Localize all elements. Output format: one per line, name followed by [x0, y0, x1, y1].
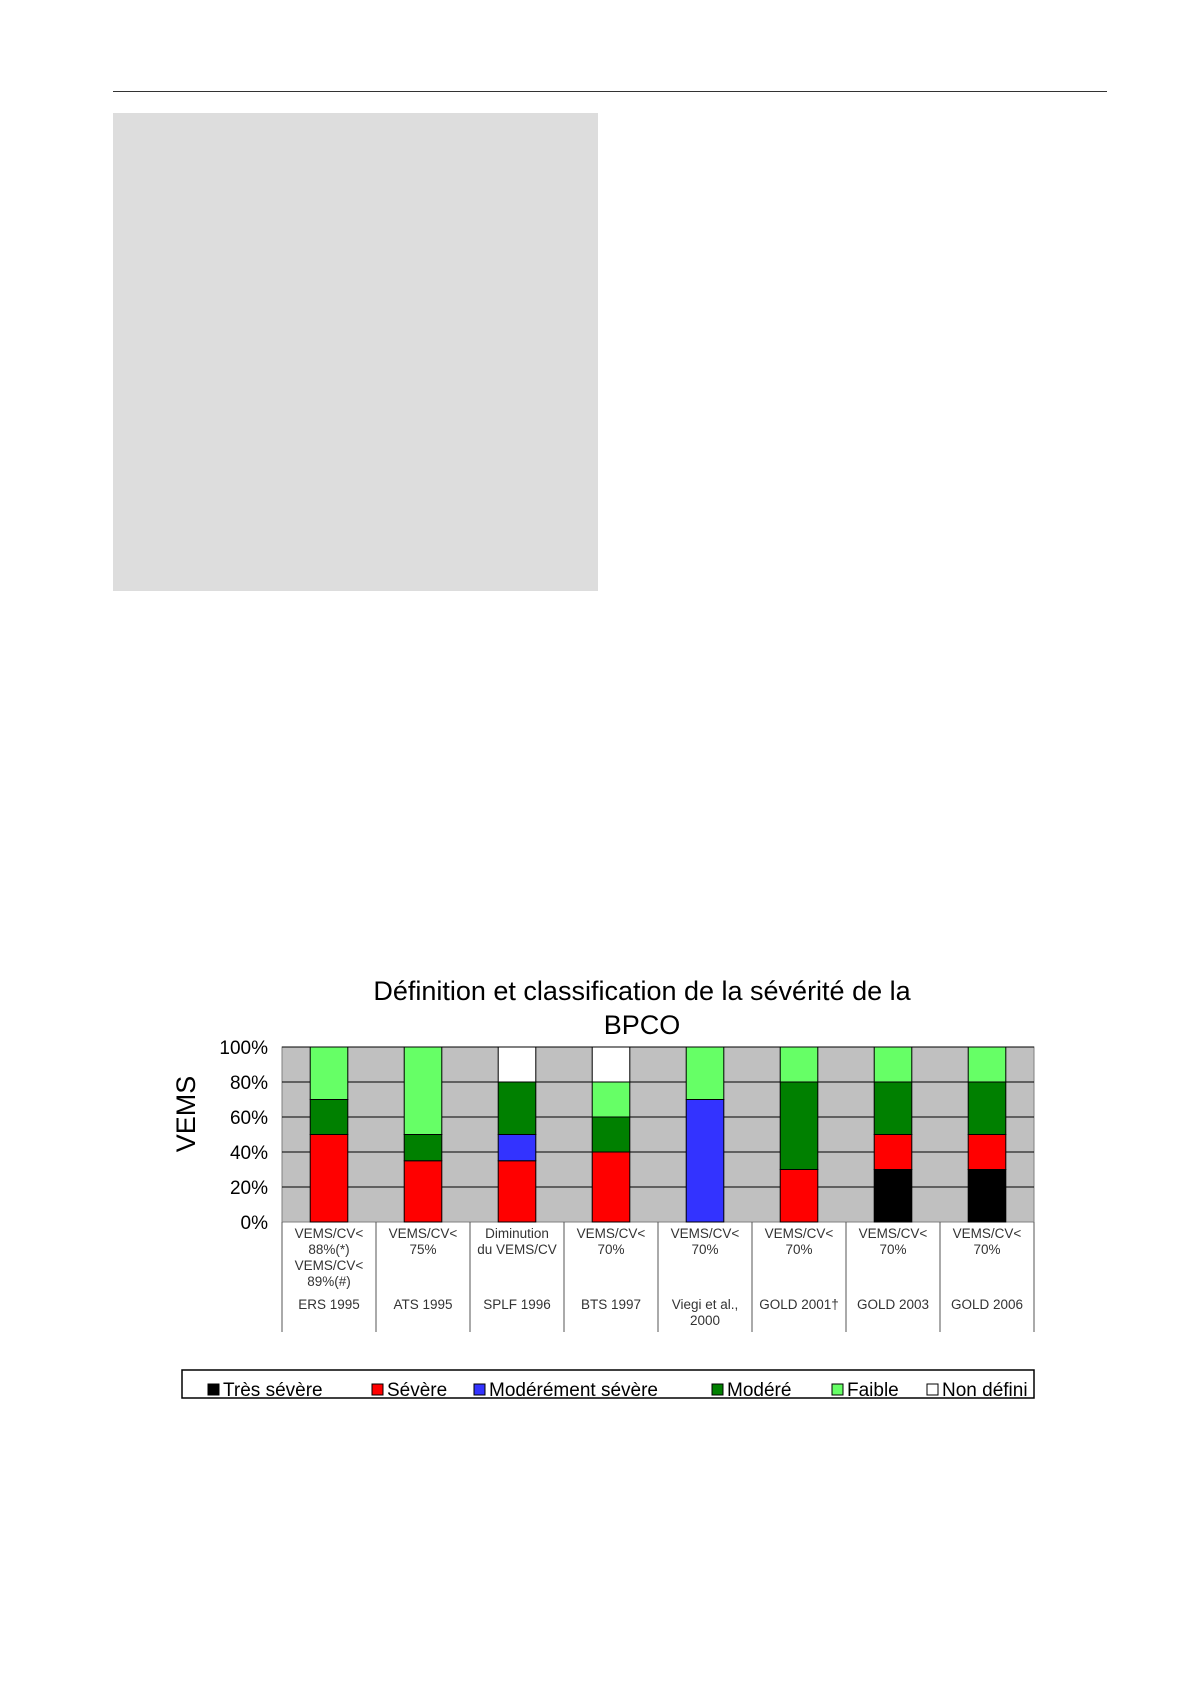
- bar-segment: [686, 1047, 724, 1100]
- category-criteria-label: 70%: [785, 1242, 813, 1257]
- bar-segment: [404, 1135, 442, 1161]
- bar-segment: [592, 1152, 630, 1222]
- category-source-label: GOLD 2001†: [759, 1297, 839, 1312]
- legend-swatch: [208, 1384, 219, 1395]
- category-source-label: 2000: [689, 1313, 721, 1328]
- bar-segment: [310, 1100, 348, 1135]
- category-source-label: ERS 1995: [298, 1297, 360, 1312]
- category-source-label: ATS 1995: [393, 1297, 453, 1312]
- legend-label: Modérément sévère: [489, 1380, 658, 1401]
- bar-segment: [310, 1047, 348, 1100]
- legend-swatch: [927, 1384, 938, 1395]
- y-tick-label: 100%: [219, 1038, 268, 1059]
- bar-segment: [780, 1082, 818, 1170]
- category-source-label: GOLD 2006: [950, 1297, 1024, 1312]
- bar-segment: [686, 1100, 724, 1223]
- bar-segment: [592, 1047, 630, 1082]
- bar-segment: [498, 1135, 536, 1161]
- bar-segment: [968, 1047, 1006, 1082]
- bar-segment: [592, 1082, 630, 1117]
- y-tick-label: 0%: [240, 1213, 268, 1234]
- plot-background: [282, 1047, 1034, 1222]
- category-criteria-label: VEMS/CV<: [670, 1226, 740, 1241]
- bar-segment: [968, 1170, 1006, 1223]
- bar-segment: [310, 1135, 348, 1223]
- placeholder-gray-box: [113, 113, 598, 591]
- bar-segment: [780, 1170, 818, 1223]
- bar-segment: [874, 1135, 912, 1170]
- bpco-severity-chart: [160, 960, 1060, 1410]
- plot-area: [219, 1038, 1034, 1332]
- category-criteria-label: VEMS/CV<: [952, 1226, 1022, 1241]
- category-criteria-label: Diminution: [485, 1226, 549, 1241]
- category-criteria-label: 89%(#): [307, 1274, 351, 1289]
- legend: [182, 1370, 1034, 1401]
- bar-segment: [968, 1135, 1006, 1170]
- category-source-label: BTS 1997: [580, 1297, 642, 1312]
- bar-segment: [592, 1117, 630, 1152]
- category-source-label: Viegi et al.,: [671, 1297, 739, 1312]
- category-criteria-label: 75%: [409, 1242, 437, 1257]
- legend-swatch: [832, 1384, 843, 1395]
- category-source-label: SPLF 1996: [483, 1297, 551, 1312]
- legend-label: Sévère: [387, 1380, 448, 1401]
- category-criteria-label: VEMS/CV<: [388, 1226, 458, 1241]
- legend-label: Très sévère: [223, 1380, 323, 1401]
- bar-segment: [404, 1047, 442, 1135]
- category-criteria-label: 70%: [973, 1242, 1001, 1257]
- category-criteria-label: VEMS/CV<: [294, 1258, 364, 1273]
- bar-segment: [780, 1047, 818, 1082]
- category-source-label: GOLD 2003: [856, 1297, 930, 1312]
- y-axis-label: VEMS: [171, 1075, 201, 1153]
- category-criteria-label: 70%: [879, 1242, 907, 1257]
- bar-segment: [968, 1082, 1006, 1135]
- bar-segment: [874, 1170, 912, 1223]
- y-tick-label: 20%: [229, 1178, 268, 1199]
- category-criteria-label: 88%(*): [308, 1242, 350, 1257]
- legend-label: Non défini: [942, 1380, 1028, 1401]
- legend-label: Modéré: [727, 1380, 792, 1401]
- bar-segment: [498, 1082, 536, 1135]
- chart-svg: [160, 960, 1060, 1410]
- legend-swatch: [372, 1384, 383, 1395]
- category-criteria-label: VEMS/CV<: [294, 1226, 364, 1241]
- legend-swatch: [474, 1384, 485, 1395]
- bar-segment: [404, 1161, 442, 1222]
- chart-title-line-1: Définition et classification de la sévérité de la: [373, 976, 911, 1006]
- category-criteria-label: 70%: [691, 1242, 719, 1257]
- header-rule: [113, 91, 1107, 92]
- category-criteria-label: VEMS/CV<: [764, 1226, 834, 1241]
- y-tick-label: 80%: [229, 1073, 268, 1094]
- category-criteria-label: VEMS/CV<: [858, 1226, 928, 1241]
- bar-segment: [498, 1161, 536, 1222]
- y-tick-label: 40%: [229, 1143, 268, 1164]
- bar-segment: [874, 1082, 912, 1135]
- chart-title-line-2: BPCO: [603, 1010, 681, 1040]
- category-criteria-label: du VEMS/CV: [477, 1242, 557, 1257]
- category-criteria-label: VEMS/CV<: [576, 1226, 646, 1241]
- category-criteria-label: 70%: [597, 1242, 625, 1257]
- y-tick-label: 60%: [229, 1108, 268, 1129]
- bar-segment: [874, 1047, 912, 1082]
- legend-label: Faible: [847, 1380, 899, 1401]
- legend-swatch: [712, 1384, 723, 1395]
- bar-segment: [498, 1047, 536, 1082]
